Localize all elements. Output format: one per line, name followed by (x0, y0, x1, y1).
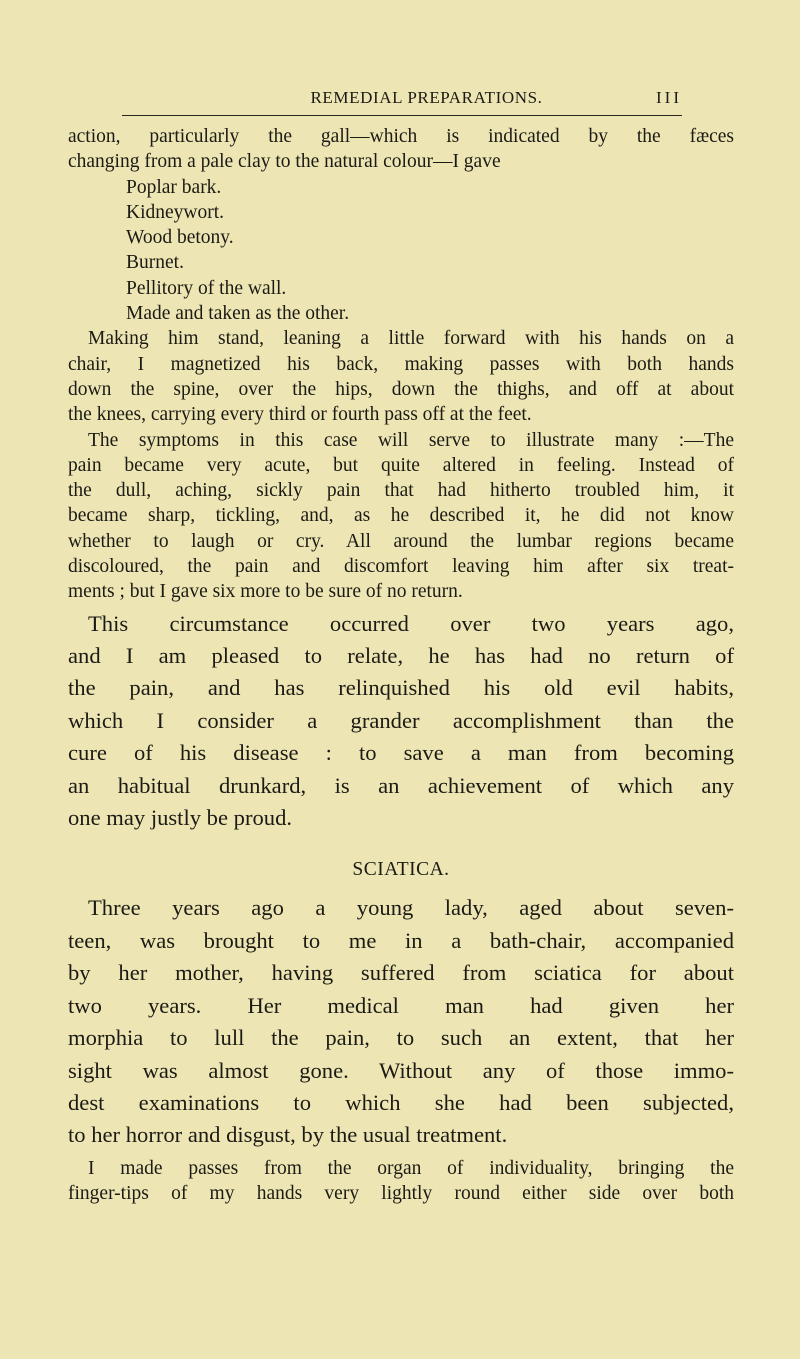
paragraph-symptoms (68, 428, 734, 605)
body-text (68, 124, 734, 1206)
text-line: This circumstance occurred over two years ago, (88, 610, 734, 636)
text-line: one may justly be proud. (68, 805, 293, 831)
text-line: to her horror and disgust, by the usual treatment. (68, 1122, 508, 1148)
list-item: Kidneywort. (126, 201, 225, 223)
text-line: chair, I magnetized his back, making passes with both hands (68, 353, 734, 375)
text-line: whether to laugh or cry. All around the lumbar regions became (68, 530, 734, 552)
paragraph-passes (68, 1156, 734, 1207)
list-item: Pellitory of the wall. (126, 277, 287, 299)
text-line: I made passes from the organ of individuality, bringing the (88, 1157, 734, 1179)
remedy-list (68, 175, 734, 327)
header-rule (122, 115, 682, 116)
text-line: changing from a pale clay to the natural colour—I gave (68, 151, 501, 173)
text-line: an habitual drunkard, is an achievement of which any (68, 772, 734, 798)
list-item: Burnet. (126, 252, 184, 274)
text-line: the knees, carrying every third or fourth pass off at the feet. (68, 404, 532, 426)
text-line: down the spine, over the hips, down the thighs, and off at about (68, 378, 734, 400)
text-line: two years. Her medical man had given her (68, 992, 734, 1018)
text-line: the dull, aching, sickly pain that had hitherto troubled him, it (68, 480, 734, 502)
text-line: pain became very acute, but quite altered in feeling. Instead of (68, 454, 734, 476)
paragraph-remedy-intro (68, 124, 734, 175)
text-line: by her mother, having suffered from sciatica for about (68, 960, 734, 986)
running-title: REMEDIAL PREPARATIONS. (310, 88, 543, 107)
paragraph-outcome (68, 608, 734, 835)
list-item: Poplar bark. (126, 176, 222, 198)
running-header (122, 88, 682, 108)
text-line: dest examinations to which she had been subjected, (68, 1089, 734, 1115)
text-line: Making him stand, leaning a little forward with his hands on a (88, 328, 734, 350)
text-line: The symptoms in this case will serve to illustrate many :—The (88, 429, 734, 451)
text-line: the pain, and has relinquished his old evil habits, (68, 675, 734, 701)
paragraph-sciatica-case (68, 892, 734, 1151)
text-line: cure of his disease : to save a man from becoming (68, 740, 734, 766)
page-number: III (656, 88, 682, 107)
text-line: became sharp, tickling, and, as he described it, he did not know (68, 505, 734, 527)
list-item: Wood betony. (126, 227, 234, 249)
text-line: morphia to lull the pain, to such an extent, that her (68, 1025, 734, 1051)
list-item: Made and taken as the other. (126, 303, 350, 325)
text-line: action, particularly the gall—which is indicated by the fæces (68, 126, 734, 147)
text-line: finger-tips of my hands very lightly round either side over both (68, 1183, 734, 1205)
text-line: ments ; but I gave six more to be sure of no return. (68, 581, 463, 603)
text-line: teen, was brought to me in a bath-chair, accompanied (68, 927, 734, 953)
section-heading: SCIATICA. (352, 859, 450, 881)
paragraph-magnetizing (68, 326, 734, 427)
text-line: sight was almost gone. Without any of those immo- (68, 1057, 734, 1083)
text-line: which I consider a grander accomplishment than the (68, 707, 734, 733)
text-line: Three years ago a young lady, aged about seven- (88, 895, 734, 921)
text-line: and I am pleased to relate, he has had no return of (68, 643, 734, 669)
text-line: discoloured, the pain and discomfort leaving him after six treat- (68, 556, 734, 578)
